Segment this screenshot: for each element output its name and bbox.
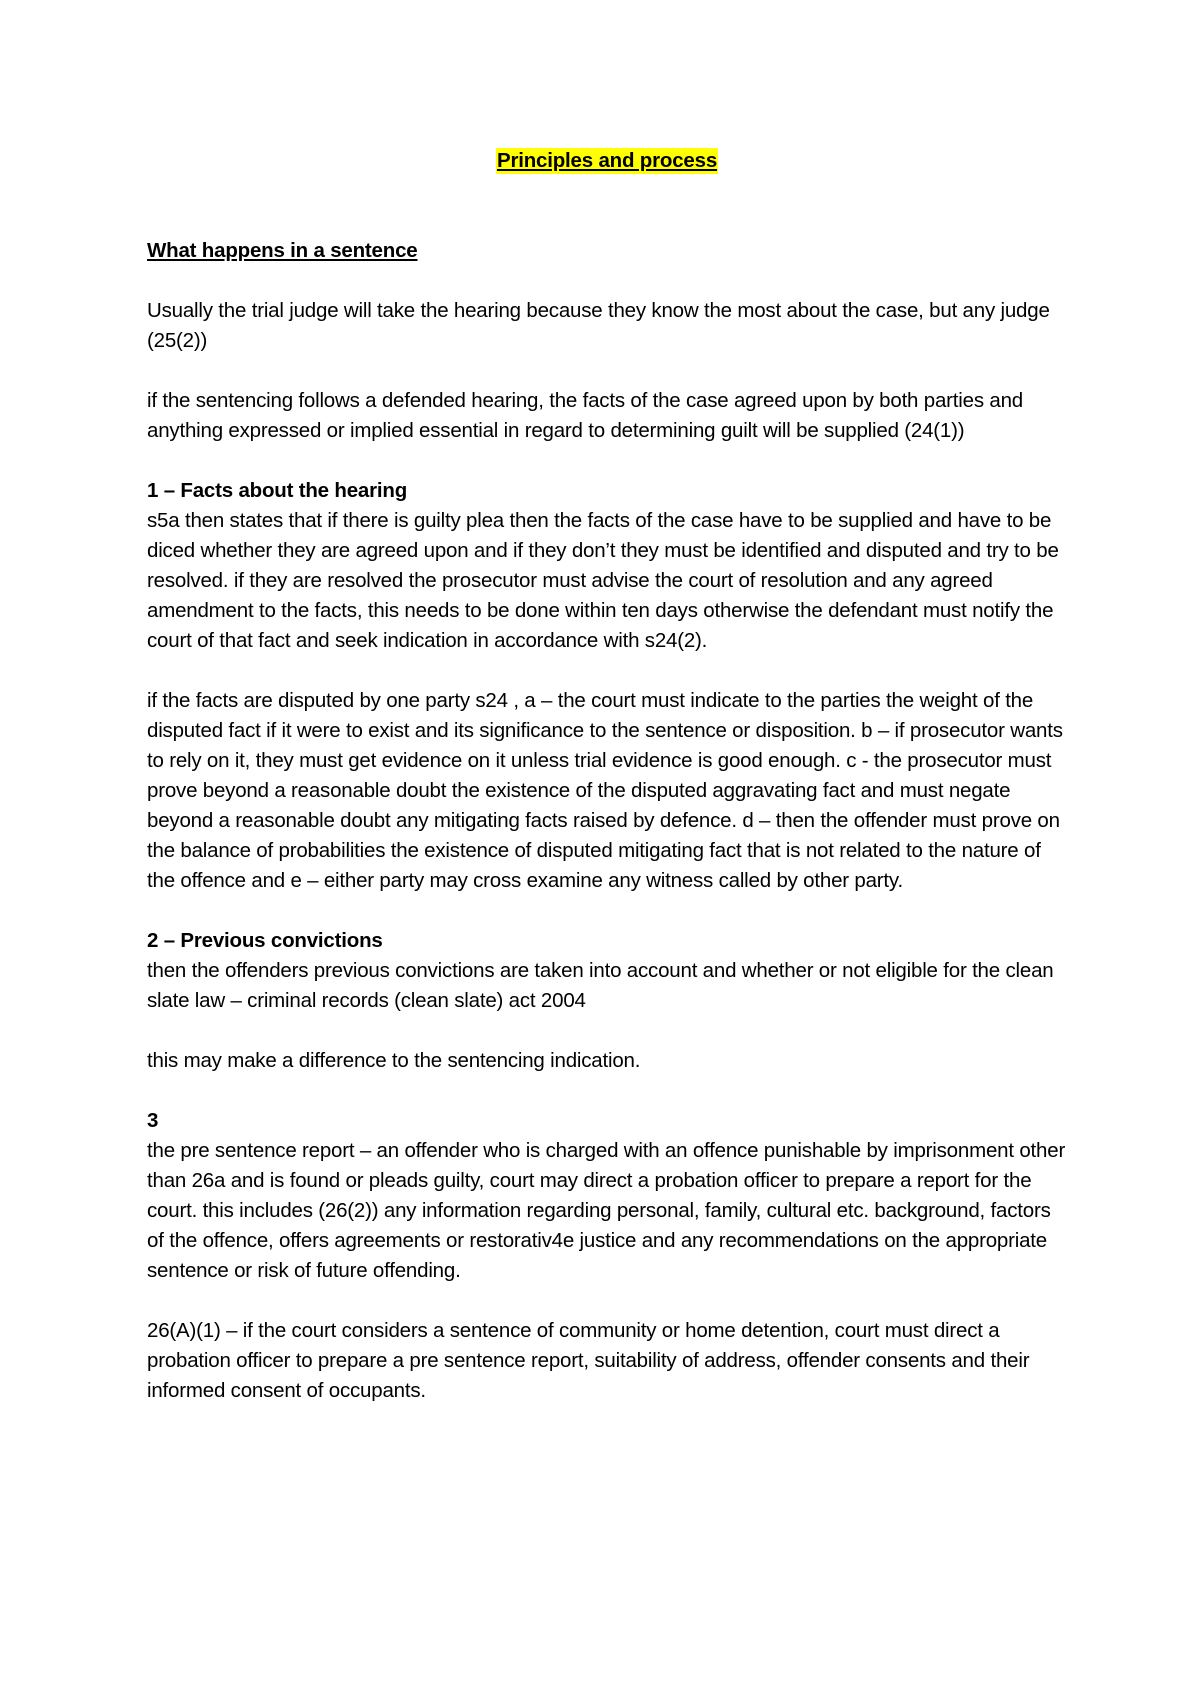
paragraph-trial-judge: Usually the trial judge will take the hearing because they know the most about the case, but any judge (25(2)): [147, 299, 1050, 352]
document-title: Principles and process: [496, 149, 718, 172]
section-1-body: s5a then states that if there is guilty plea then the facts of the case have to be supplied and have to be diced whether they are agreed upon and if they don’t they must be identified and disputed and try to be resolved. if they are resolved the prosecutor must advise the court of resolution and any agreed amendment to the facts, this needs to be done within ten days otherwise the defendant must notify the court of that fact and seek indication in accordance with s24(2).: [147, 509, 1059, 652]
section-3-body: the pre sentence report – an offender who is charged with an offence punishable by imprisonment other than 26a and is found or pleads guilty, court may direct a probation officer to prepare a report for the court. this includes (26(2)) any information regarding personal, family, cultural etc. background, factors of the offence, offers agreements or restorativ4e justice and any recommendations on the appropriate sentence or risk of future offending.: [147, 1139, 1066, 1282]
paragraph-defended-hearing: if the sentencing follows a defended hearing, the facts of the case agreed upon by both parties and anything expressed or implied essential in regard to determining guilt will be supplied (24(1)): [147, 389, 1023, 442]
section-2-body: then the offenders previous convictions are taken into account and whether or not eligible for the clean slate law – criminal records (clean slate) act 2004: [147, 959, 1054, 1012]
title-container: [147, 146, 1067, 176]
document-body: [147, 146, 1067, 1406]
section-2-note: this may make a difference to the sentencing indication.: [147, 1049, 641, 1072]
subheading: What happens in a sentence: [147, 239, 418, 262]
section-3-heading: 3: [147, 1109, 159, 1132]
section-2-heading: 2 – Previous convictions: [147, 929, 383, 952]
section-1-heading: 1 – Facts about the hearing: [147, 479, 408, 502]
section-3-subsection: 26(A)(1) – if the court considers a sentence of community or home detention, court must direct a probation officer to prepare a pre sentence report, suitability of address, offender consents and their informed consent of occupants.: [147, 1319, 1030, 1402]
section-1-disputed-facts: if the facts are disputed by one party s24 , a – the court must indicate to the parties the weight of the disputed fact if it were to exist and its significance to the sentence or disposition. b – if prosecutor wants to rely on it, they must get evidence on it unless trial evidence is good enough. c - the prosecutor must prove beyond a reasonable doubt the existence of the disputed aggravating fact and must negate beyond a reasonable doubt any mitigating facts raised by defence. d – then the offender must prove on the balance of probabilities the existence of disputed mitigating fact that is not related to the nature of the offence and e – either party may cross examine any witness called by other party.: [147, 689, 1063, 892]
